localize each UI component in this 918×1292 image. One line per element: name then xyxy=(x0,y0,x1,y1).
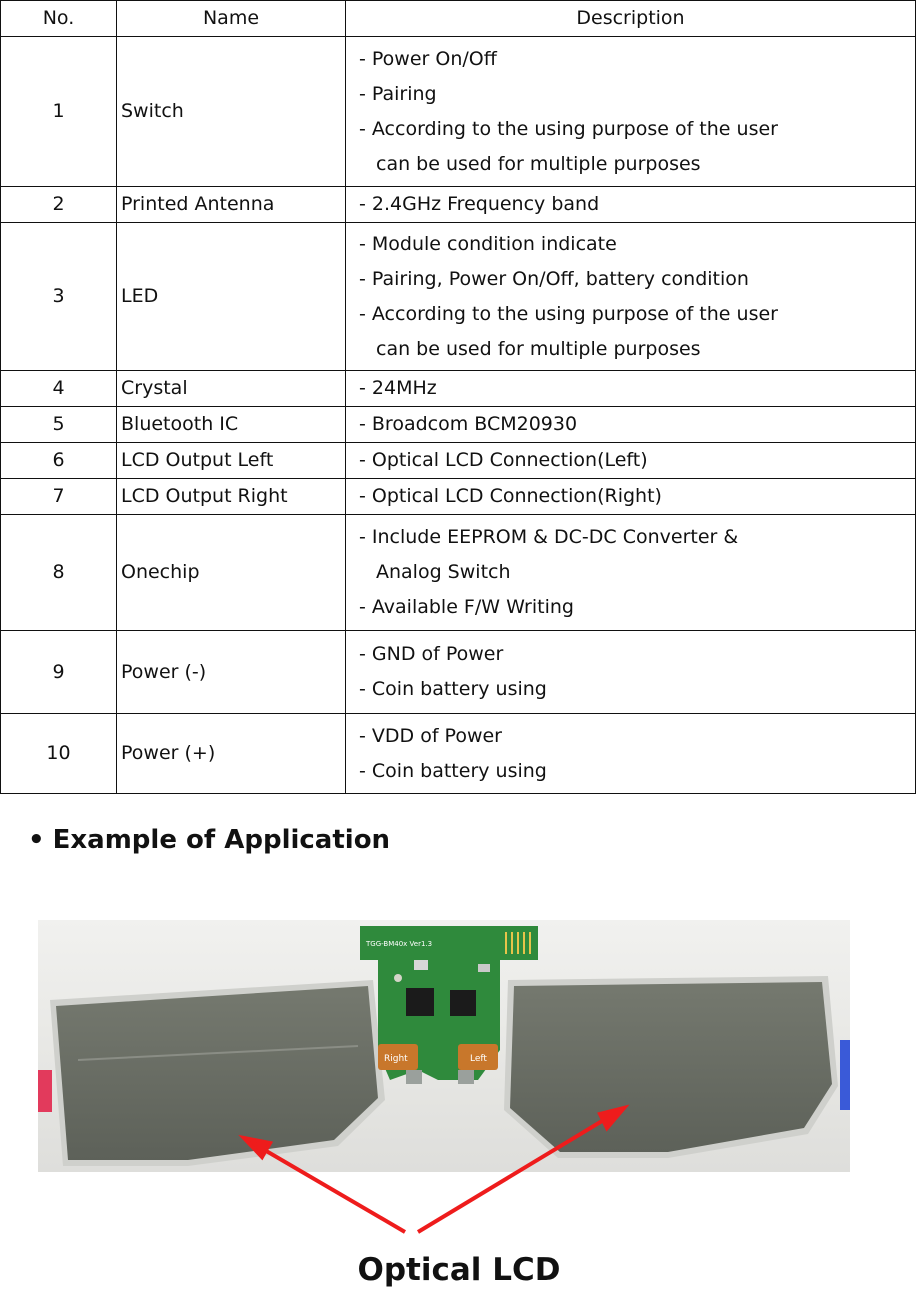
left-lcd-panel xyxy=(56,986,378,1160)
row-name: Printed Antenna xyxy=(117,187,346,223)
table-row xyxy=(1,515,916,631)
table-row xyxy=(1,631,916,714)
onechip-ic xyxy=(450,990,476,1016)
table-row xyxy=(1,479,916,515)
row-name: Switch xyxy=(117,37,346,187)
device-illustration xyxy=(38,920,850,1172)
row-no: 9 xyxy=(1,631,117,714)
row-name: LED xyxy=(117,223,346,371)
table-row xyxy=(1,371,916,407)
desc-line: - Broadcom BCM20930 xyxy=(359,413,578,435)
row-name: LCD Output Left xyxy=(117,443,346,479)
desc-line: - Available F/W Writing xyxy=(359,596,574,618)
desc-line: - Pairing xyxy=(359,82,437,105)
application-photo xyxy=(38,920,850,1172)
row-no: 6 xyxy=(1,443,117,479)
section-title: Example of Application xyxy=(52,825,391,855)
bluetooth-ic xyxy=(406,988,434,1016)
row-name: Crystal xyxy=(117,371,346,407)
row-description xyxy=(346,443,916,479)
row-description xyxy=(346,371,916,407)
desc-line: can be used for multiple purposes xyxy=(376,152,701,175)
desc-line: - GND of Power xyxy=(359,643,504,665)
row-no: 2 xyxy=(1,187,117,223)
right-connector-label: Left xyxy=(470,1054,487,1064)
desc-line: - 24MHz xyxy=(359,377,437,399)
desc-line: Analog Switch xyxy=(376,561,511,583)
clip-left xyxy=(406,1070,422,1084)
row-description xyxy=(346,479,916,515)
row-description xyxy=(346,714,916,794)
header-no: No. xyxy=(1,1,117,37)
desc-line: - Coin battery using xyxy=(359,678,547,700)
crystal xyxy=(478,964,490,972)
row-description xyxy=(346,223,916,371)
row-no: 7 xyxy=(1,479,117,515)
row-description xyxy=(346,631,916,714)
row-name: Power (-) xyxy=(117,631,346,714)
row-name: Power (+) xyxy=(117,714,346,794)
board-label: TGG-BM40x Ver1.3 xyxy=(366,940,433,948)
tape-right xyxy=(840,1040,850,1110)
left-connector-label: Right xyxy=(384,1054,408,1064)
led xyxy=(394,974,402,982)
row-name: Onechip xyxy=(117,515,346,631)
table-row xyxy=(1,187,916,223)
row-description xyxy=(346,37,916,187)
bullet: • xyxy=(28,825,45,855)
header-description: Description xyxy=(346,1,916,37)
row-description xyxy=(346,407,916,443)
desc-line: - According to the using purpose of the user xyxy=(359,117,778,140)
desc-line: - Optical LCD Connection(Left) xyxy=(359,449,648,471)
row-no: 10 xyxy=(1,714,117,794)
table-row xyxy=(1,223,916,371)
row-description xyxy=(346,515,916,631)
section-heading xyxy=(28,820,390,860)
desc-line: - Module condition indicate xyxy=(359,232,617,255)
table-row xyxy=(1,407,916,443)
switch xyxy=(414,960,428,970)
row-no: 3 xyxy=(1,223,117,371)
desc-line: - Include EEPROM & DC-DC Converter & xyxy=(359,526,739,548)
row-no: 1 xyxy=(1,37,117,187)
desc-line: - VDD of Power xyxy=(359,724,502,747)
table-header-row xyxy=(1,1,916,37)
row-no: 4 xyxy=(1,371,117,407)
photo-caption: Optical LCD xyxy=(357,1252,561,1288)
desc-line: - 2.4GHz Frequency band xyxy=(359,193,600,215)
table-row xyxy=(1,443,916,479)
row-description xyxy=(346,187,916,223)
table-row xyxy=(1,714,916,794)
desc-line: - Power On/Off xyxy=(359,47,497,70)
desc-line: - Coin battery using xyxy=(359,759,547,782)
desc-line: - According to the using purpose of the user xyxy=(359,302,778,325)
right-lcd-panel xyxy=(510,982,832,1152)
tape-left xyxy=(38,1070,52,1112)
desc-line: can be used for multiple purposes xyxy=(376,337,701,360)
header-name: Name xyxy=(117,1,346,37)
row-name: Bluetooth IC xyxy=(117,407,346,443)
desc-line: - Optical LCD Connection(Right) xyxy=(359,485,662,507)
row-no: 5 xyxy=(1,407,117,443)
row-name: LCD Output Right xyxy=(117,479,346,515)
table-row xyxy=(1,37,916,187)
desc-line: - Pairing, Power On/Off, battery condition xyxy=(359,267,749,290)
clip-right xyxy=(458,1070,474,1084)
row-no: 8 xyxy=(1,515,117,631)
